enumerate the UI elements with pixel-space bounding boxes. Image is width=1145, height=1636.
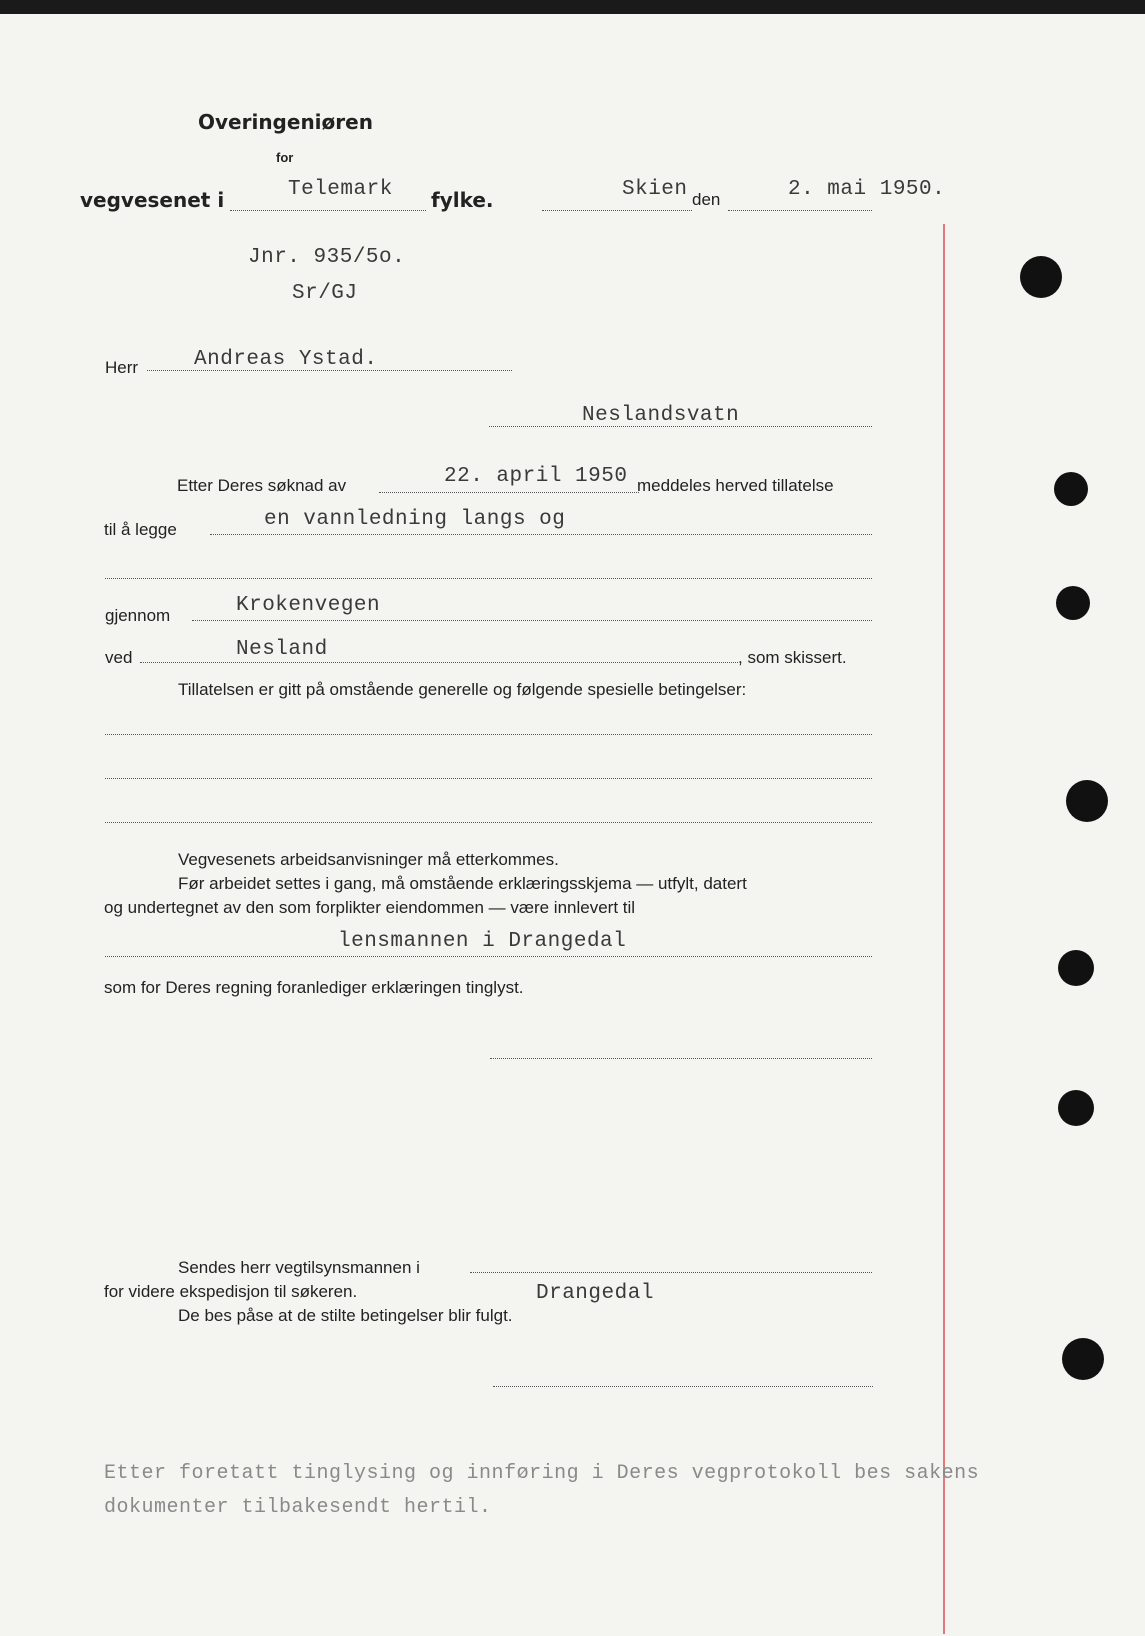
place-value: Skien: [622, 178, 688, 201]
conditions-line-1: [105, 734, 872, 735]
conditions-line-2: [105, 778, 872, 779]
punch-hole: [1058, 950, 1094, 986]
footer-note-line-2: dokumenter tilbakesendt hertil.: [104, 1496, 492, 1519]
application-label: Etter Deres søknad av: [177, 476, 347, 495]
header-date: 2. mai 1950.: [788, 178, 946, 201]
til-label: til å legge: [104, 520, 177, 539]
forwarding-line-2: for videre ekspedisjon til søkeren.: [104, 1282, 358, 1301]
footer-note-line-1: Etter foretatt tinglysing og innføring i Deres vegprotokoll bes sakens: [104, 1462, 980, 1485]
ved-value: Nesland: [236, 638, 328, 661]
instructions-line-4: som for Deres regning foranlediger erklæringen tinglyst.: [104, 978, 524, 997]
instructions-line-1: Vegvesenets arbeidsanvisninger må etterkommes.: [178, 850, 559, 869]
forwarding-district-line: [470, 1272, 872, 1273]
county-suffix: fylke.: [431, 188, 494, 212]
application-date-line: [379, 492, 639, 493]
punch-hole: [1056, 586, 1090, 620]
forwarding-district: Drangedal: [536, 1282, 654, 1305]
gjennom-value: Krokenvegen: [236, 594, 381, 617]
county-value: Telemark: [288, 178, 393, 201]
ved-line: [140, 662, 738, 663]
deliver-to-value: lensmannen i Drangedal: [338, 930, 627, 953]
instructions-line-3: og undertegnet av den som forplikter eiendommen — være innlevert til: [104, 898, 636, 917]
recipient-place: Neslandsvatn: [582, 404, 740, 427]
conditions-text: Tillatelsen er gitt på omstående generelle og følgende spesielle betingelser:: [178, 680, 747, 699]
office-subtitle: vegvesenet i: [80, 188, 225, 212]
reference-initials: Sr/GJ: [292, 282, 358, 305]
til-value: en vannledning langs og: [264, 508, 566, 531]
som-skissert: , som skissert.: [738, 648, 847, 667]
place-line: [542, 210, 692, 211]
gjennom-label: gjennom: [105, 606, 171, 625]
punch-hole: [1020, 256, 1062, 298]
county-line: [230, 210, 426, 211]
punch-hole: [1066, 780, 1108, 822]
forwarding-line-1: Sendes herr vegtilsynsmannen i: [178, 1258, 420, 1277]
meddeles-label: meddeles herved tillatelse: [637, 476, 834, 495]
punch-hole: [1058, 1090, 1094, 1126]
den-label: den: [692, 190, 721, 209]
forwarding-line-3: De bes påse at de stilte betingelser blir fulgt.: [178, 1306, 513, 1325]
punch-hole: [1054, 472, 1088, 506]
punch-hole: [1062, 1338, 1104, 1380]
til-line-2: [105, 578, 872, 579]
til-line: [210, 534, 872, 535]
document-page: [0, 14, 1145, 1636]
date-line: [728, 210, 872, 211]
office-title: Overingeniøren: [198, 110, 373, 134]
signature-line: [490, 1058, 872, 1059]
red-margin-line: [943, 224, 945, 1634]
herr-label: Herr: [105, 358, 139, 377]
forwarding-signature-line: [493, 1386, 873, 1387]
application-date: 22. april 1950: [444, 465, 628, 488]
office-for: for: [276, 150, 294, 165]
gjennom-line: [192, 620, 872, 621]
journal-number: Jnr. 935/5o.: [248, 246, 406, 269]
ved-label: ved: [105, 648, 133, 667]
conditions-line-3: [105, 822, 872, 823]
deliver-to-line: [105, 956, 872, 957]
instructions-line-2: Før arbeidet settes i gang, må omstående erklæringsskjema — utfylt, datert: [178, 874, 747, 893]
recipient-name: Andreas Ystad.: [194, 348, 378, 371]
